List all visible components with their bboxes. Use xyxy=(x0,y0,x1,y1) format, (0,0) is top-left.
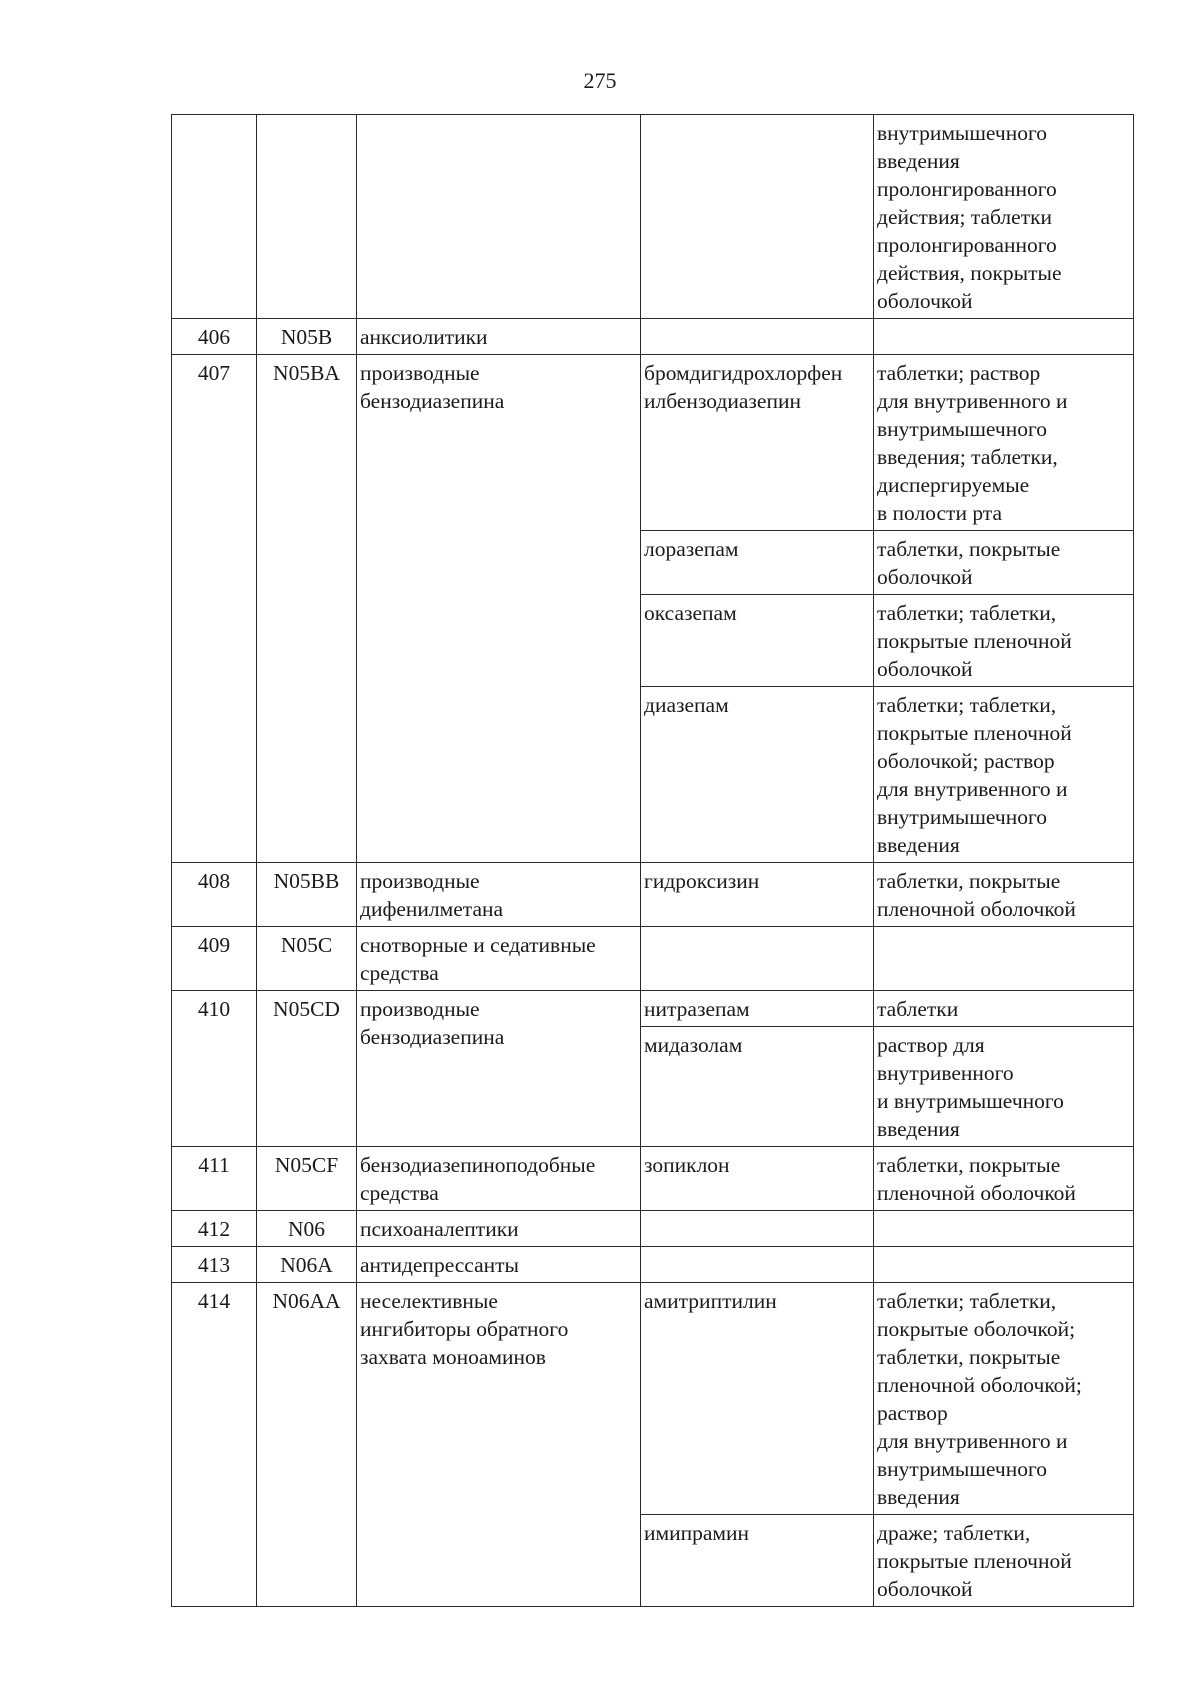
group-cell: производные бензодиазепина xyxy=(357,991,641,1147)
group-cell: неселективные ингибиторы обратного захвата моноаминов xyxy=(357,1283,641,1607)
drug-name-cell: мидазолам xyxy=(641,1027,874,1147)
group-cell: производные бензодиазепина xyxy=(357,355,641,863)
drug-name-cell xyxy=(641,927,874,991)
row-number-cell xyxy=(172,115,257,319)
table-row xyxy=(172,991,1134,1027)
page-number: 275 xyxy=(583,68,617,93)
dosage-form-cell xyxy=(874,319,1134,355)
table-row xyxy=(172,1147,1134,1211)
dosage-form-cell: внутримышечного введения пролонгированного действия; таблетки пролонгированного действия, покрытые оболочкой xyxy=(874,115,1134,319)
row-number-cell: 411 xyxy=(172,1147,257,1211)
row-number-cell: 414 xyxy=(172,1283,257,1607)
drug-name-cell: нитразепам xyxy=(641,991,874,1027)
dosage-form-cell: таблетки, покрытые оболочкой xyxy=(874,531,1134,595)
dosage-form-cell: таблетки; раствор для внутривенного и внутримышечного введения; таблетки, диспергируемые в полости рта xyxy=(874,355,1134,531)
row-number-cell: 410 xyxy=(172,991,257,1147)
table-row xyxy=(172,115,1134,319)
group-cell: производные дифенилметана xyxy=(357,863,641,927)
table-row xyxy=(172,1247,1134,1283)
drug-name-cell: бромдигидрохлорфен илбензодиазепин xyxy=(641,355,874,531)
group-cell: анксиолитики xyxy=(357,319,641,355)
drug-name-cell: гидроксизин xyxy=(641,863,874,927)
group-cell: бензодиазепиноподобные средства xyxy=(357,1147,641,1211)
atc-code-cell: N06 xyxy=(257,1211,357,1247)
dosage-form-cell: таблетки, покрытые пленочной оболочкой xyxy=(874,1147,1134,1211)
table-row xyxy=(172,1283,1134,1515)
dosage-form-cell: таблетки; таблетки, покрытые пленочной оболочкой xyxy=(874,595,1134,687)
group-cell xyxy=(357,115,641,319)
drug-name-cell: имипрамин xyxy=(641,1515,874,1607)
dosage-form-cell xyxy=(874,1211,1134,1247)
table-row xyxy=(172,1211,1134,1247)
row-number-cell: 412 xyxy=(172,1211,257,1247)
drug-table xyxy=(171,114,1134,1607)
dosage-form-cell xyxy=(874,1247,1134,1283)
atc-code-cell: N05C xyxy=(257,927,357,991)
row-number-cell: 406 xyxy=(172,319,257,355)
dosage-form-cell: таблетки xyxy=(874,991,1134,1027)
row-number-cell: 409 xyxy=(172,927,257,991)
table-row xyxy=(172,319,1134,355)
atc-code-cell: N05BA xyxy=(257,355,357,863)
dosage-form-cell: раствор для внутривенного и внутримышечного введения xyxy=(874,1027,1134,1147)
atc-code-cell: N06A xyxy=(257,1247,357,1283)
atc-code-cell: N05B xyxy=(257,319,357,355)
table-row xyxy=(172,863,1134,927)
drug-name-cell: зопиклон xyxy=(641,1147,874,1211)
dosage-form-cell: таблетки; таблетки, покрытые оболочкой; таблетки, покрытые пленочной оболочкой; раствор для внутривенного и внутримышечного введения xyxy=(874,1283,1134,1515)
group-cell: снотворные и седативные средства xyxy=(357,927,641,991)
dosage-form-cell: таблетки; таблетки, покрытые пленочной оболочкой; раствор для внутривенного и внутримышечного введения xyxy=(874,687,1134,863)
group-cell: антидепрессанты xyxy=(357,1247,641,1283)
drug-name-cell xyxy=(641,115,874,319)
drug-name-cell xyxy=(641,319,874,355)
drug-name-cell xyxy=(641,1247,874,1283)
atc-code-cell: N05CF xyxy=(257,1147,357,1211)
dosage-form-cell: драже; таблетки, покрытые пленочной оболочкой xyxy=(874,1515,1134,1607)
dosage-form-cell xyxy=(874,927,1134,991)
table-row xyxy=(172,355,1134,531)
atc-code-cell: N05CD xyxy=(257,991,357,1147)
atc-code-cell: N05BB xyxy=(257,863,357,927)
group-cell: психоаналептики xyxy=(357,1211,641,1247)
drug-name-cell: оксазепам xyxy=(641,595,874,687)
row-number-cell: 413 xyxy=(172,1247,257,1283)
table-row xyxy=(172,927,1134,991)
row-number-cell: 407 xyxy=(172,355,257,863)
dosage-form-cell: таблетки, покрытые пленочной оболочкой xyxy=(874,863,1134,927)
atc-code-cell: N06AA xyxy=(257,1283,357,1607)
atc-code-cell xyxy=(257,115,357,319)
drug-name-cell: лоразепам xyxy=(641,531,874,595)
row-number-cell: 408 xyxy=(172,863,257,927)
drug-name-cell: диазепам xyxy=(641,687,874,863)
drug-name-cell: амитриптилин xyxy=(641,1283,874,1515)
drug-name-cell xyxy=(641,1211,874,1247)
